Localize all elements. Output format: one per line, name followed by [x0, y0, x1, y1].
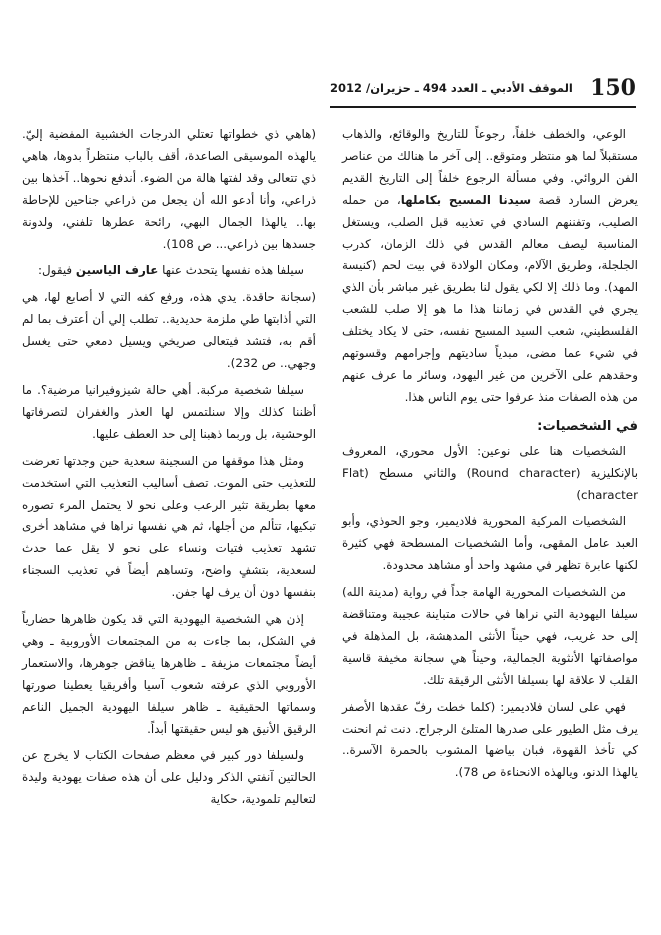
paragraph: الشخصيات هنا على نوعين: الأول محوري، المعروف بالإنكليزية (Round character) والثاني مسطح (Flat character) — [342, 443, 639, 502]
right-column — [342, 124, 638, 789]
magazine-info: الموقف الأدبي ـ العدد 494 ـ حزيران/ 2012 — [330, 81, 573, 95]
paragraph-text: سيلفا هذه نفسها يتحدث عنها — [162, 263, 304, 278]
section-heading: في الشخصيات: — [537, 418, 638, 434]
paragraph — [342, 124, 638, 409]
left-column — [22, 124, 316, 816]
paragraph: فهي على لسان فلاديمير: (كلما خطت رفّ عقدها الأصفر يرف مثل الطيور على صدرها المتلئ الرجراج. دنت ثم انحنت كي تأخذ القهوة، فبان بياضها المشوب بالحمرة الآسرة.. يالهذا الدنو، ويالهذه الانحناءة ص 78). — [342, 699, 638, 780]
paragraph-text: الوعي، والخطف خلفاً، رجوعاً للتاريخ والوقائع، والذهاب مستقبلاً لما هو منتظر ومتوقع.. إلى آخر ما هنالك من عناصر الفن الروائي. وفي مسألة الرجوع خلفاً إلى التاريخ القديم يعرض السارد قصة — [342, 127, 638, 207]
bold-text: سيدنا المسيح بكاملها — [400, 192, 532, 207]
paragraph: إذن هي الشخصية اليهودية التي قد يكون ظاهرها حضارياً في الشكل، بما جاءت به من المجتمعات الأوروبية ـ وهي أيضاً مجتمعات مزيفة ـ ظاهرها يناقض جوهرها، والاستعمار الأوروبي الذي عرفته شعوب آسيا وأفريقيا يعطينا صورتها وسماتها الحقيقية ـ ظاهر سيلفا اليهودية الجميل الناعم الرقيق الأنيق هو ليس حقيقتها أبداً. — [22, 612, 316, 736]
paragraph-text: فيقول: — [38, 263, 73, 278]
paragraph: ومثل هذا موقفها من السجينة سعدية حين وجدتها تعرضت للتعذيب حتى الموت. تصف أساليب التعذيب التي استخدمت معها بطريقة تثير الرعب وعلى نحو لا يحتمل المرء تصوره تبكيها، تتألم من أجلها، ثم هي نفسها نراها في مشاهد أخرى تشهد تعذيب فتيات ونساء على نحو لا يقل عما حدث لسعدية، بتشفٍ واضح، وتساهم أيضاً في تعذيب السجناء بنفسها دون أن يرف لها جفن. — [22, 453, 316, 600]
quote-paragraph: (سجانة حاقدة. يدي هذه، ورفع كفه التي لا أصابع لها، هي التي أذابتها طي ملزمة حديدية.. تطلب إلي أن أعترف بما لم أقم به، فتشد فيتعالى صريخي ويسيل دمعي حتى يغسل وجهي.. ص 232). — [22, 290, 316, 371]
bold-text: عارف الياسين — [75, 263, 159, 278]
paragraph: ولسيلفا دور كبير في معظم صفحات الكتاب لا يخرج عن الحالتين آنفتي الذكر ودليل على أن هذه صفات يهودية وليدة لتعاليم تلمودية، حكاية — [22, 748, 316, 807]
page-number: 150 — [590, 75, 636, 101]
paragraph: سيلفا شخصية مركبة. أهي حالة شيزوفيرانيا مرضية؟. ما أظننا كذلك وإلا سنلتمس لها العذر والغفران لتصرفاتها الوحشية، بل وربما ذهبنا إلى حد العطف عليها. — [22, 382, 316, 441]
paragraph-text: ، من حمله الصليب، وتفننهم السادي في تعذيبه قبل الصلب، ويستغل المناسبة ليصف معالم القدس في ذلك الزمان، كدرب الجلجلة، وطريق الآلام، ومكان الولادة في بيت لحم (كنيسة المهد). وما ذلك إلا لكي يقول لنا بطريق غير مباشر بأن الذي يجري في القدس في زماننا هذا ما هو إلا صلب للشعب الفلسطيني، شعب السيد المسيح نفسه، حتى لا يكاد يختلف في شيء عما مضى، مبدياً ساديتهم وإجرامهم وقسوتهم وحقدهم على الآخرين من غير اليهود، وسائر ما عرف عنهم من هذه الصفات منذ عرفوا حتى يوم الناس هذا. — [342, 192, 638, 404]
paragraph: من الشخصيات المحورية الهامة جداً في رواية (مدينة الله) سيلفا اليهودية التي نراها في حالات متباينة عجيبة ومتناقضة إلى حد غريب، فهي حيناً الأنثى المدهشة، بل المذهلة في مواصفاتها الأنثوية الجمالية، وحيناً هي سجانة مخيفة قاسية القلب لا علاقة لها بسيلفا الأنثى الرقيقة تلك. — [342, 585, 638, 687]
header-rule — [330, 106, 636, 108]
page-header — [330, 74, 636, 102]
paragraph: الشخصيات المركية المحورية فلاديمير، وجو الحوذي، وأبو العبد عامل المقهى، وأما الشخصيات المسطحة فهي كثيرة لكنها عابرة تظهر في مشهد واحد أو مشاهد محدودة. — [342, 514, 638, 573]
quote-paragraph: (هاهي ذي خطواتها تعتلي الدرجات الخشبية المفضية إليّ. يالهذه الموسيقى الصاعدة، أقف بالباب منتظراً بدوها، هاهي ذي تتعالى وقد لفتها هالة من الضوء. أندفع نحوها.. آخذها بين ذراعي، وأنا أدعو الله أن يجعل من ذراعي جناحين للإحاطة بها.. يالهذا الجمال البهي، رائحة عطرها تلفني، ولدونة جسدها بين ذراعي... ص 108). — [22, 127, 316, 251]
paragraph — [22, 260, 316, 282]
